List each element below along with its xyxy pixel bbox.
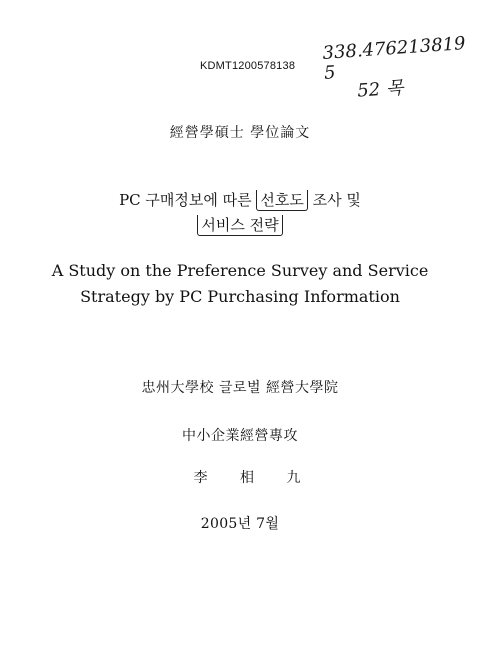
korean-title-line-2 — [0, 213, 480, 237]
korean-title-highlight-1: 선호도 — [256, 190, 307, 211]
major-name: 中小企業經營專攻 — [182, 428, 298, 444]
document-code: KDMT1200578138 — [200, 60, 296, 72]
korean-title-highlight-2: 서비스 전략 — [197, 215, 282, 236]
handwritten-line-1: 338.476213819 5 — [321, 33, 467, 84]
korean-title-part-2: 조사 및 — [307, 191, 361, 209]
korean-title-line-1 — [0, 188, 480, 212]
handwritten-line-2: 52 목 — [356, 77, 405, 102]
handwritten-call-number — [322, 33, 480, 104]
english-title-line-2: Strategy by PC Purchasing Information — [80, 287, 400, 306]
korean-title-part-1: PC 구매정보에 따른 — [119, 191, 257, 209]
degree-title: 經營學碩士 學位論文 — [169, 125, 311, 141]
english-title-line-1: A Study on the Preference Survey and Service — [51, 261, 429, 280]
university-name: 忠州大學校 글로벌 經營大學院 — [141, 380, 339, 396]
author-name: 李 相 九 — [193, 470, 315, 486]
submission-date: 2005년 7월 — [200, 516, 280, 532]
